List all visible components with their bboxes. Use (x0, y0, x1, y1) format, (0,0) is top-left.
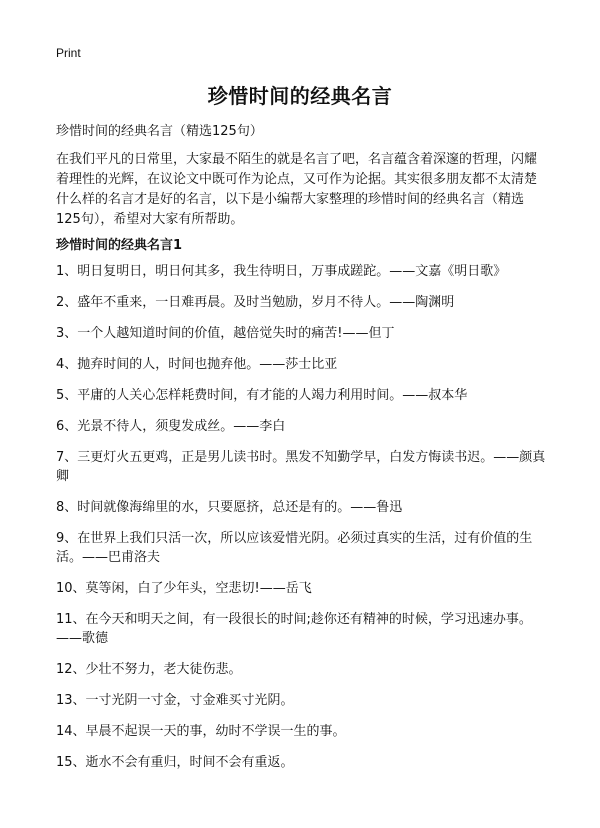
quote-item: 7、三更灯火五更鸡，正是男儿读书时。黑发不知勤学早，白发方悔读书迟。——颜真卿 (56, 450, 546, 484)
quote-item: 1、明日复明日，明日何其多，我生待明日，万事成蹉跎。——文嘉《明日歌》 (56, 264, 507, 279)
quote-item: 6、光景不待人，须叟发成丝。——李白 (56, 419, 286, 434)
intro-paragraph: 在我们平凡的日常里，大家最不陌生的就是名言了吧，名言蕴含着深邃的哲理，闪耀着理性的光辉，在议论文中既可作为论点，又可作为论据。其实很多朋友都不太清楚什么样的名言才是好的名言，以下是小编帮大家整理的珍惜时间的经典名言（精选125句），希望对大家有所帮助。 (56, 152, 538, 227)
quote-item: 15、逝水不会有重归，时间不会有重返。 (56, 755, 294, 770)
subtitle: 珍惜时间的经典名言（精选125句） (56, 124, 263, 139)
quote-item: 4、抛弃时间的人，时间也抛弃他。——莎士比亚 (56, 357, 338, 372)
quote-item: 10、莫等闲，白了少年头，空悲切!——岳飞 (56, 581, 312, 596)
quote-item: 9、在世界上我们只活一次，所以应该爱惜光阴。必须过真实的生活，过有价值的生活。——巴甫洛夫 (56, 531, 533, 565)
quote-list (56, 262, 546, 784)
quote-item: 12、少壮不努力，老大徒伤悲。 (56, 662, 242, 677)
quote-item: 11、在今天和明天之间，有一段很长的时间;趁你还有精神的时候，学习迅速办事。——歌德 (56, 612, 532, 646)
quote-item: 14、早晨不起误一天的事，幼时不学误一生的事。 (56, 724, 346, 739)
quote-item: 13、一寸光阴一寸金，寸金难买寸光阴。 (56, 693, 294, 708)
quote-item: 5、平庸的人关心怎样耗费时间，有才能的人竭力利用时间。——叔本华 (56, 388, 468, 403)
section-heading: 珍惜时间的经典名言1 (56, 238, 183, 253)
quote-item: 3、一个人越知道时间的价值，越倍觉失时的痛苦!——但丁 (56, 326, 395, 341)
print-link[interactable]: Print (56, 46, 81, 60)
quote-item: 8、时间就像海绵里的水，只要愿挤，总还是有的。——鲁迅 (56, 500, 403, 515)
page-title: 珍惜时间的经典名言 (207, 84, 393, 108)
quote-item: 2、盛年不重来，一日难再晨。及时当勉励，岁月不待人。——陶渊明 (56, 295, 455, 310)
